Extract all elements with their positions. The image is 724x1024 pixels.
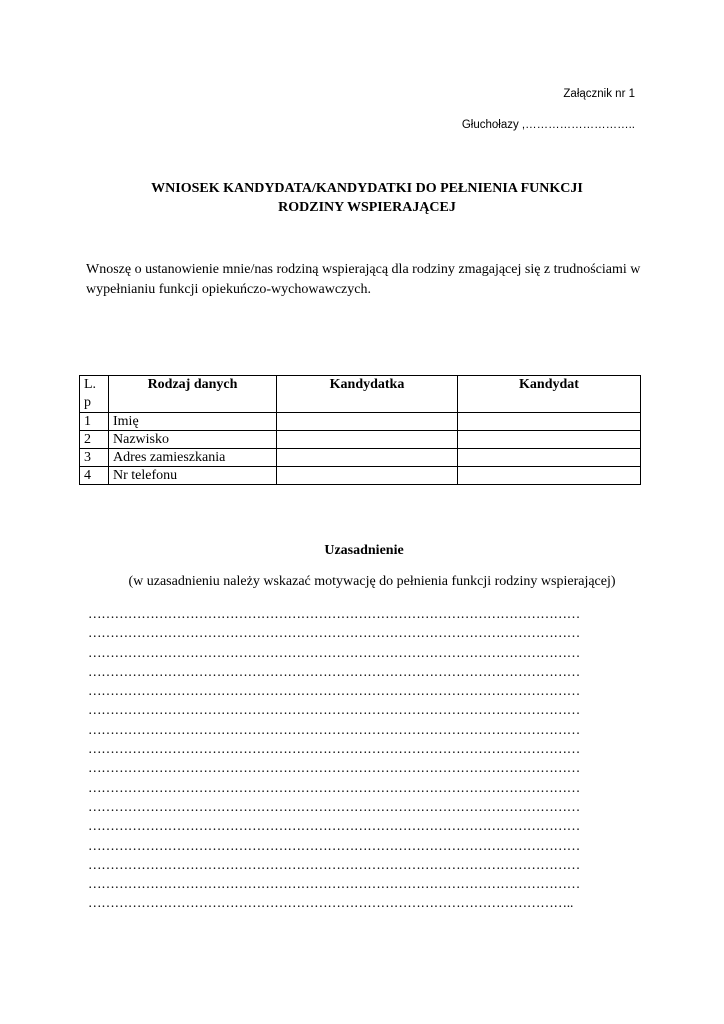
- table-row: [80, 449, 641, 467]
- dotted-line[interactable]: …………………………………………………………………………………………………: [88, 837, 581, 853]
- dotted-line[interactable]: …………………………………………………………………………………………………: [88, 606, 581, 621]
- justification-hint: (w uzasadnieniu należy wskazać motywację do pełnienia funkcji rodziny wspierającej): [128, 574, 616, 589]
- candidate-data-table: [79, 375, 641, 485]
- row-male-value[interactable]: [458, 431, 641, 449]
- row-lp: 2: [80, 431, 109, 449]
- dotted-line[interactable]: …………………………………………………………………………………………………: [88, 876, 581, 892]
- row-label: Imię: [109, 413, 277, 431]
- row-label: Adres zamieszkania: [109, 449, 277, 467]
- document-title: [0, 179, 724, 217]
- row-male-value[interactable]: [458, 413, 641, 431]
- row-label: Nazwisko: [109, 431, 277, 449]
- row-label: Nr telefonu: [109, 467, 277, 485]
- place-date-field[interactable]: Głuchołazy ,………………………..: [461, 119, 635, 131]
- header-lp-line1: L.: [84, 377, 97, 392]
- justification-heading: Uzasadnienie: [324, 543, 404, 558]
- table-header-row: [80, 376, 641, 413]
- header-female-candidate: Kandydatka: [277, 376, 458, 413]
- dotted-line[interactable]: …………………………………………………………………………………………………: [88, 856, 581, 872]
- dotted-line[interactable]: …………………………………………………………………………………………………: [88, 683, 581, 699]
- row-female-value[interactable]: [277, 449, 458, 467]
- row-female-value[interactable]: [277, 431, 458, 449]
- row-female-value[interactable]: [277, 413, 458, 431]
- row-lp: 1: [80, 413, 109, 431]
- dotted-line[interactable]: ………………………………………………………………………………………………..: [88, 895, 574, 911]
- title-line-2: RODZINY WSPIERAJĄCEJ: [278, 200, 456, 215]
- dotted-line[interactable]: …………………………………………………………………………………………………: [88, 644, 581, 660]
- dotted-line[interactable]: …………………………………………………………………………………………………: [88, 818, 581, 834]
- header-male-candidate: Kandydat: [458, 376, 641, 413]
- table-row: [80, 413, 641, 431]
- row-male-value[interactable]: [458, 467, 641, 485]
- dotted-line[interactable]: …………………………………………………………………………………………………: [88, 779, 581, 795]
- table-row: [80, 431, 641, 449]
- dotted-line[interactable]: …………………………………………………………………………………………………: [88, 625, 581, 641]
- dotted-line[interactable]: …………………………………………………………………………………………………: [88, 663, 581, 679]
- row-lp: 4: [80, 467, 109, 485]
- table-row: [80, 467, 641, 485]
- header-lp: [80, 376, 109, 413]
- dotted-line[interactable]: …………………………………………………………………………………………………: [88, 721, 581, 737]
- request-statement: Wnoszę o ustanowienie mnie/nas rodziną wspierającą dla rodziny zmagającej się z trudnościami w wypełnianiu funkcji opiekuńczo-wychowawczych.: [86, 262, 641, 297]
- row-lp: 3: [80, 449, 109, 467]
- dotted-line[interactable]: …………………………………………………………………………………………………: [88, 760, 581, 776]
- dotted-line[interactable]: …………………………………………………………………………………………………: [88, 741, 581, 757]
- attachment-number: Załącznik nr 1: [563, 88, 635, 100]
- title-line-1: WNIOSEK KANDYDATA/KANDYDATKI DO PEŁNIENIA FUNKCJI: [151, 181, 583, 196]
- row-female-value[interactable]: [277, 467, 458, 485]
- justification-lines[interactable]: [88, 604, 648, 913]
- header-lp-line2: p: [84, 395, 91, 410]
- dotted-line[interactable]: …………………………………………………………………………………………………: [88, 798, 581, 814]
- row-male-value[interactable]: [458, 449, 641, 467]
- header-data-type: Rodzaj danych: [109, 376, 277, 413]
- dotted-line[interactable]: …………………………………………………………………………………………………: [88, 702, 581, 718]
